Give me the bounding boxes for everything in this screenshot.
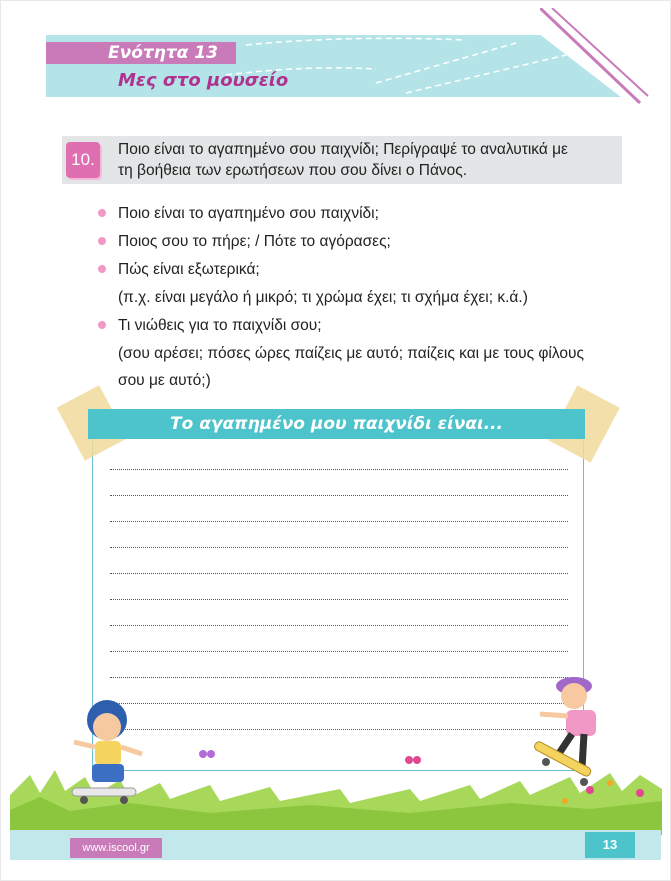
corner-stripes-decoration <box>540 8 650 108</box>
writing-line[interactable] <box>110 677 568 678</box>
question-hint-line: σου με αυτό;) <box>118 372 211 389</box>
question-item <box>98 316 638 344</box>
writing-line[interactable] <box>110 469 568 470</box>
question-text: Τι νιώθεις για το παιχνίδι σου; <box>118 317 322 334</box>
website-link[interactable]: www.iscool.gr <box>70 838 162 858</box>
writing-line[interactable] <box>110 651 568 652</box>
writing-line[interactable] <box>110 573 568 574</box>
lesson-title: Μες στο μουσείο <box>118 70 289 91</box>
question-hint <box>98 340 638 394</box>
bullet-icon <box>98 209 106 217</box>
question-hint-line: (σου αρέσει; πόσες ώρες παίζεις με αυτό; παίζεις και με τους φίλους <box>118 345 584 362</box>
question-text: Ποιος σου το πήρε; / Πότε το αγόρασες; <box>118 233 391 250</box>
bullet-icon <box>98 237 106 245</box>
question-item <box>98 204 638 232</box>
question-item <box>98 232 638 260</box>
writing-line[interactable] <box>110 625 568 626</box>
exercise-instruction <box>118 139 618 181</box>
butterfly-icon <box>404 754 422 770</box>
butterfly-icon <box>198 748 216 764</box>
instruction-line: Ποιο είναι το αγαπημένο σου παιχνίδι; Περίγραψέ το αναλυτικά με <box>118 141 568 158</box>
unit-label: Ενότητα 13 <box>46 42 236 64</box>
bullet-icon <box>98 265 106 273</box>
writing-line[interactable] <box>110 547 568 548</box>
writing-card <box>92 438 584 771</box>
writing-line[interactable] <box>110 599 568 600</box>
question-list <box>98 204 638 394</box>
writing-card-title: Το αγαπημένο μου παιχνίδι είναι... <box>88 409 585 439</box>
bullet-icon <box>98 321 106 329</box>
question-hint: (π.χ. είναι μεγάλο ή μικρό; τι χρώμα έχει; τι σχήμα έχει; κ.ά.) <box>118 289 528 306</box>
question-text: Ποιο είναι το αγαπημένο σου παιχνίδι; <box>118 205 379 222</box>
exercise-number-badge: 10. <box>66 142 100 178</box>
writing-line[interactable] <box>110 703 568 704</box>
question-item <box>98 260 638 288</box>
writing-line[interactable] <box>110 495 568 496</box>
question-text: Πώς είναι εξωτερικά; <box>118 261 260 278</box>
writing-line[interactable] <box>110 729 568 730</box>
instruction-line: τη βοήθεια των ερωτήσεων που σου δίνει ο Πάνος. <box>118 162 468 179</box>
girl-skateboard-illustration <box>522 672 612 794</box>
page-number: 13 <box>585 832 635 858</box>
writing-line[interactable] <box>110 521 568 522</box>
boy-skateboard-illustration <box>62 692 152 810</box>
